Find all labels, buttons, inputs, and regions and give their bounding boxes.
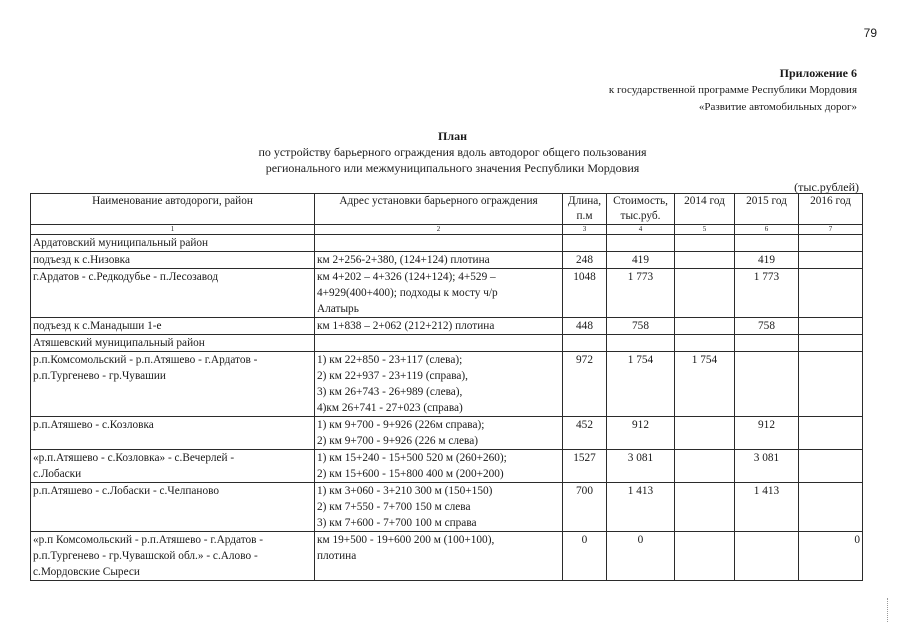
road-name-line: р.п.Тургенево - гр.Чувашской обл.» - с.Алово - — [33, 550, 258, 562]
barrier-address — [315, 450, 563, 483]
empty-cell — [735, 335, 799, 352]
barrier-address-line: 1) км 3+060 - 3+210 300 м (150+150) — [317, 485, 493, 497]
table-row — [31, 352, 863, 417]
column-index: 5 — [675, 225, 735, 235]
header-cost-line: тыс.руб. — [620, 210, 661, 222]
barrier-address — [315, 269, 563, 318]
header-name: Наименование автодороги, район — [31, 194, 315, 225]
barrier-address-line: 2) км 9+700 - 9+926 (226 м слева) — [317, 435, 478, 447]
units-label: (тыс.рублей) — [794, 180, 859, 194]
barrier-address-line: 3) км 7+600 - 7+700 100 м справа — [317, 517, 477, 529]
appendix-line-1: к государственной программе Республики Мордовия — [608, 84, 857, 96]
document-title — [0, 128, 905, 176]
year-2016-cell — [799, 417, 863, 450]
district-row — [31, 235, 863, 252]
road-name — [31, 318, 315, 335]
column-index: 7 — [799, 225, 863, 235]
table-row — [31, 450, 863, 483]
district-row — [31, 335, 863, 352]
road-name — [31, 352, 315, 417]
header-2014: 2014 год — [675, 194, 735, 225]
barrier-address-line: 1) км 22+850 - 23+117 (слева); — [317, 354, 463, 366]
column-index-row — [31, 225, 863, 235]
year-2014-cell — [675, 318, 735, 335]
length-cell: 0 — [563, 532, 607, 581]
road-name — [31, 532, 315, 581]
length-cell: 1048 — [563, 269, 607, 318]
empty-cell — [799, 235, 863, 252]
road-name-line: с.Мордовские Сыреси — [33, 566, 140, 578]
column-index: 3 — [563, 225, 607, 235]
empty-cell — [799, 335, 863, 352]
length-cell: 452 — [563, 417, 607, 450]
cost-cell: 3 081 — [607, 450, 675, 483]
road-name-line: р.п.Атяшево - с.Козловка — [33, 419, 154, 431]
barrier-address — [315, 252, 563, 269]
year-2015-cell — [735, 352, 799, 417]
header-cost-line: Стоимость, — [613, 195, 668, 207]
barrier-address-line: 1) км 15+240 - 15+500 520 м (260+260); — [317, 452, 507, 464]
year-2015-cell — [735, 532, 799, 581]
page-number: 79 — [863, 26, 877, 40]
barrier-address — [315, 318, 563, 335]
barrier-address-line: км 2+256-2+380, (124+124) плотина — [317, 254, 490, 266]
barrier-address — [315, 352, 563, 417]
year-2015-cell: 912 — [735, 417, 799, 450]
length-cell: 248 — [563, 252, 607, 269]
column-index: 1 — [31, 225, 315, 235]
cost-cell: 419 — [607, 252, 675, 269]
title-heading: План — [438, 129, 467, 143]
header-row — [31, 194, 863, 225]
cost-cell: 912 — [607, 417, 675, 450]
cost-cell: 1 754 — [607, 352, 675, 417]
barrier-address-line: 2) км 22+937 - 23+119 (справа), — [317, 370, 469, 382]
header-address: Адрес установки барьерного ограждения — [315, 194, 563, 225]
table-row — [31, 417, 863, 450]
road-name-line: с.Лобаски — [33, 468, 82, 480]
length-cell: 1527 — [563, 450, 607, 483]
header-cost — [607, 194, 675, 225]
road-name-line: р.п.Атяшево - с.Лобаски - с.Челпаново — [33, 485, 220, 497]
road-name — [31, 483, 315, 532]
barrier-address-line: 4)км 26+741 - 27+023 (справа) — [317, 402, 463, 414]
table-row — [31, 318, 863, 335]
header-length-line: п.м — [576, 210, 593, 222]
road-name — [31, 269, 315, 318]
appendix-block — [609, 65, 857, 116]
empty-cell — [607, 235, 675, 252]
column-index: 2 — [315, 225, 563, 235]
year-2014-cell — [675, 483, 735, 532]
appendix-title: Приложение 6 — [779, 66, 857, 80]
cost-cell: 758 — [607, 318, 675, 335]
year-2015-cell: 3 081 — [735, 450, 799, 483]
year-2016-cell — [799, 269, 863, 318]
road-name-line: подъезд к с.Манадыши 1-е — [33, 320, 162, 332]
header-2016: 2016 год — [799, 194, 863, 225]
barrier-address-line: 4+929(400+400); подходы к мосту ч/р — [317, 287, 498, 299]
empty-cell — [563, 235, 607, 252]
empty-cell — [675, 335, 735, 352]
year-2016-cell — [799, 450, 863, 483]
year-2015-cell: 1 773 — [735, 269, 799, 318]
year-2016-cell — [799, 352, 863, 417]
barrier-address — [315, 417, 563, 450]
road-name-line: р.п.Комсомольский - р.п.Атяшево - г.Ардатов - — [33, 354, 258, 366]
year-2016-cell — [799, 483, 863, 532]
barrier-address-line: плотина — [317, 550, 357, 562]
table-row — [31, 532, 863, 581]
barrier-address-line: 1) км 9+700 - 9+926 (226м справа); — [317, 419, 485, 431]
plan-table — [30, 193, 863, 581]
header-2015: 2015 год — [735, 194, 799, 225]
year-2014-cell — [675, 269, 735, 318]
district-name — [31, 235, 315, 252]
barrier-address-line: км 4+202 – 4+326 (124+124); 4+529 – — [317, 271, 496, 283]
length-cell: 448 — [563, 318, 607, 335]
length-cell: 972 — [563, 352, 607, 417]
year-2014-cell — [675, 450, 735, 483]
appendix-line-2: «Развитие автомобильных дорог» — [698, 101, 857, 113]
year-2016-cell — [799, 252, 863, 269]
road-name-line: г.Ардатов - с.Редкодубье - п.Лесозавод — [33, 271, 219, 283]
empty-cell — [315, 235, 563, 252]
header-length — [563, 194, 607, 225]
district-name-line: Ардатовский муниципальный район — [33, 237, 209, 249]
year-2014-cell — [675, 532, 735, 581]
barrier-address-line: 3) км 26+743 - 26+989 (слева), — [317, 386, 463, 398]
year-2016-cell: 0 — [799, 532, 863, 581]
empty-cell — [563, 335, 607, 352]
empty-cell — [607, 335, 675, 352]
plan-table-body — [31, 235, 863, 581]
barrier-address-line: км 19+500 - 19+600 200 м (100+100), — [317, 534, 495, 546]
road-name-line: подъезд к с.Низовка — [33, 254, 131, 266]
road-name-line: «р.п Комсомольский - р.п.Атяшево - г.Ардатов - — [33, 534, 264, 546]
road-name-line: р.п.Тургенево - гр.Чувашии — [33, 370, 166, 382]
empty-cell — [675, 235, 735, 252]
barrier-address-line: Алатырь — [317, 303, 359, 315]
road-name — [31, 252, 315, 269]
barrier-address-line: км 1+838 – 2+062 (212+212) плотина — [317, 320, 495, 332]
road-name — [31, 417, 315, 450]
year-2016-cell — [799, 318, 863, 335]
road-name-line: «р.п.Атяшево - с.Козловка» - с.Вечерлей - — [33, 452, 235, 464]
barrier-address-line: 2) км 7+550 - 7+700 150 м слева — [317, 501, 471, 513]
road-name — [31, 450, 315, 483]
table-row — [31, 269, 863, 318]
year-2015-cell: 1 413 — [735, 483, 799, 532]
year-2014-cell — [675, 417, 735, 450]
length-cell: 700 — [563, 483, 607, 532]
cost-cell: 1 773 — [607, 269, 675, 318]
header-length-line: Длина, — [567, 195, 602, 207]
scan-artifact — [887, 598, 889, 622]
empty-cell — [315, 335, 563, 352]
title-line-1: по устройству барьерного ограждения вдоль автодорог общего пользования — [258, 145, 647, 159]
district-name-line: Атяшевский муниципальный район — [33, 337, 205, 349]
column-index: 6 — [735, 225, 799, 235]
barrier-address — [315, 483, 563, 532]
empty-cell — [735, 235, 799, 252]
year-2015-cell: 758 — [735, 318, 799, 335]
table-row — [31, 252, 863, 269]
column-index: 4 — [607, 225, 675, 235]
barrier-address-line: 2) км 15+600 - 15+800 400 м (200+200) — [317, 468, 504, 480]
cost-cell: 1 413 — [607, 483, 675, 532]
year-2014-cell: 1 754 — [675, 352, 735, 417]
title-line-2: регионального или межмуниципального значения Республики Мордовия — [265, 161, 640, 175]
cost-cell: 0 — [607, 532, 675, 581]
barrier-address — [315, 532, 563, 581]
table-row — [31, 483, 863, 532]
year-2015-cell: 419 — [735, 252, 799, 269]
district-name — [31, 335, 315, 352]
year-2014-cell — [675, 252, 735, 269]
